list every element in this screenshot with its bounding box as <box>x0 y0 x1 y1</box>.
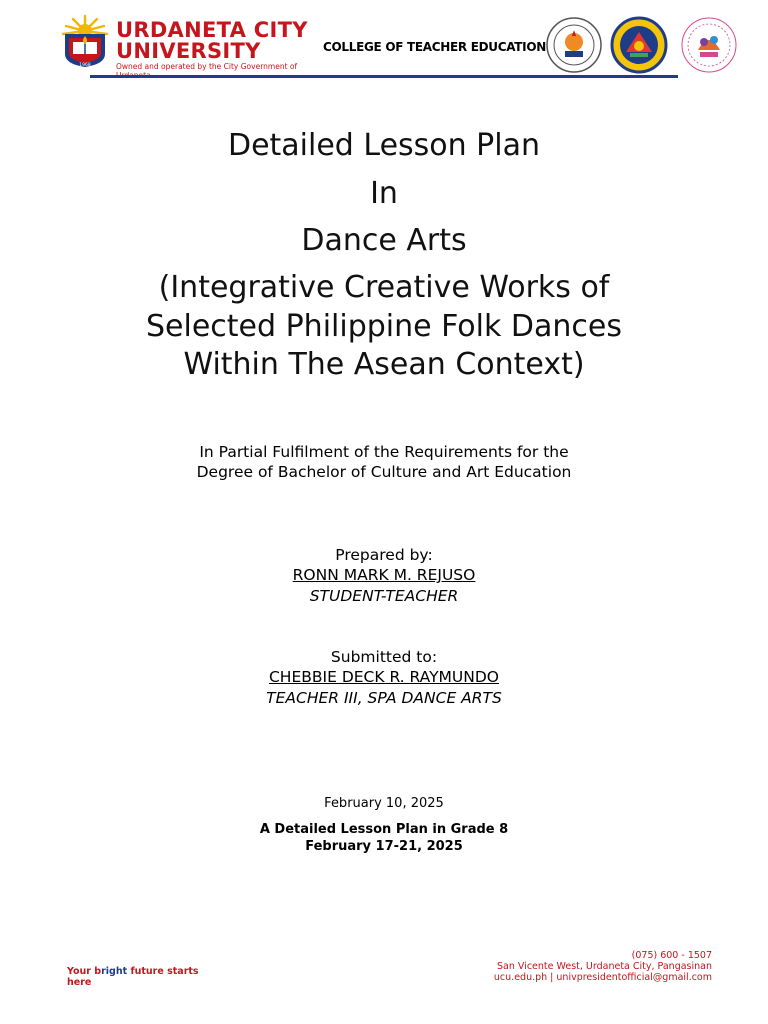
submitted-label: Submitted to: <box>330 648 438 666</box>
document-date: February 10, 2025 <box>324 796 444 811</box>
submitted-role: TEACHER III, SPA DANCE ARTS <box>266 689 502 707</box>
logo-year: 1968 <box>79 63 91 68</box>
tagline-part-c: future starts here <box>67 966 199 988</box>
prepared-name <box>0 565 768 585</box>
footer-phone: (075) 600 - 1507 <box>631 950 712 961</box>
title-line-4: (Integrative Creative Works of <box>158 270 610 305</box>
prepared-name-text: RONN MARK M. REJUSO <box>292 566 476 584</box>
footer-address: San Vicente West, Urdaneta City, Pangasinan <box>497 961 712 972</box>
fulfilment-line-2: Degree of Bachelor of Culture and Art Education <box>196 463 572 481</box>
title-line-5: Selected Philippine Folk Dances <box>146 309 622 344</box>
tagline-part-b: right <box>101 966 128 977</box>
prepared-label: Prepared by: <box>335 546 433 564</box>
university-logo <box>60 14 110 68</box>
university-seal-icon <box>545 16 603 74</box>
prepared-role: STUDENT-TEACHER <box>309 587 459 605</box>
title-line-6: Within The Asean Context) <box>183 347 585 382</box>
footer-web-email: ucu.edu.ph | univpresidentofficial@gmail.com <box>493 972 712 983</box>
college-name: COLLEGE OF TEACHER EDUCATION <box>323 40 546 54</box>
title-line-1: Detailed Lesson Plan <box>227 128 541 163</box>
lesson-grade-line: A Detailed Lesson Plan in Grade 8 <box>259 822 509 837</box>
title-line-2: In <box>370 176 398 211</box>
header-divider <box>90 75 678 78</box>
tagline-part-a: Your b <box>67 966 102 977</box>
title-line-3: Dance Arts <box>301 223 467 258</box>
university-name: URDANETA CITY UNIVERSITY <box>116 18 308 63</box>
footer-tagline <box>67 966 217 988</box>
college-seal-icon <box>610 16 668 74</box>
footer-contact <box>494 950 712 983</box>
university-owned-text: Owned and operated by the City Government of <box>116 62 298 71</box>
lesson-date-range: February 17-21, 2025 <box>305 839 463 854</box>
submitted-name-text: CHEBBIE DECK R. RAYMUNDO <box>268 668 499 686</box>
submitted-name <box>0 667 768 687</box>
fulfilment-line-1: In Partial Fulfilment of the Requirements for the <box>199 443 569 461</box>
culture-arts-seal-icon <box>680 16 738 74</box>
